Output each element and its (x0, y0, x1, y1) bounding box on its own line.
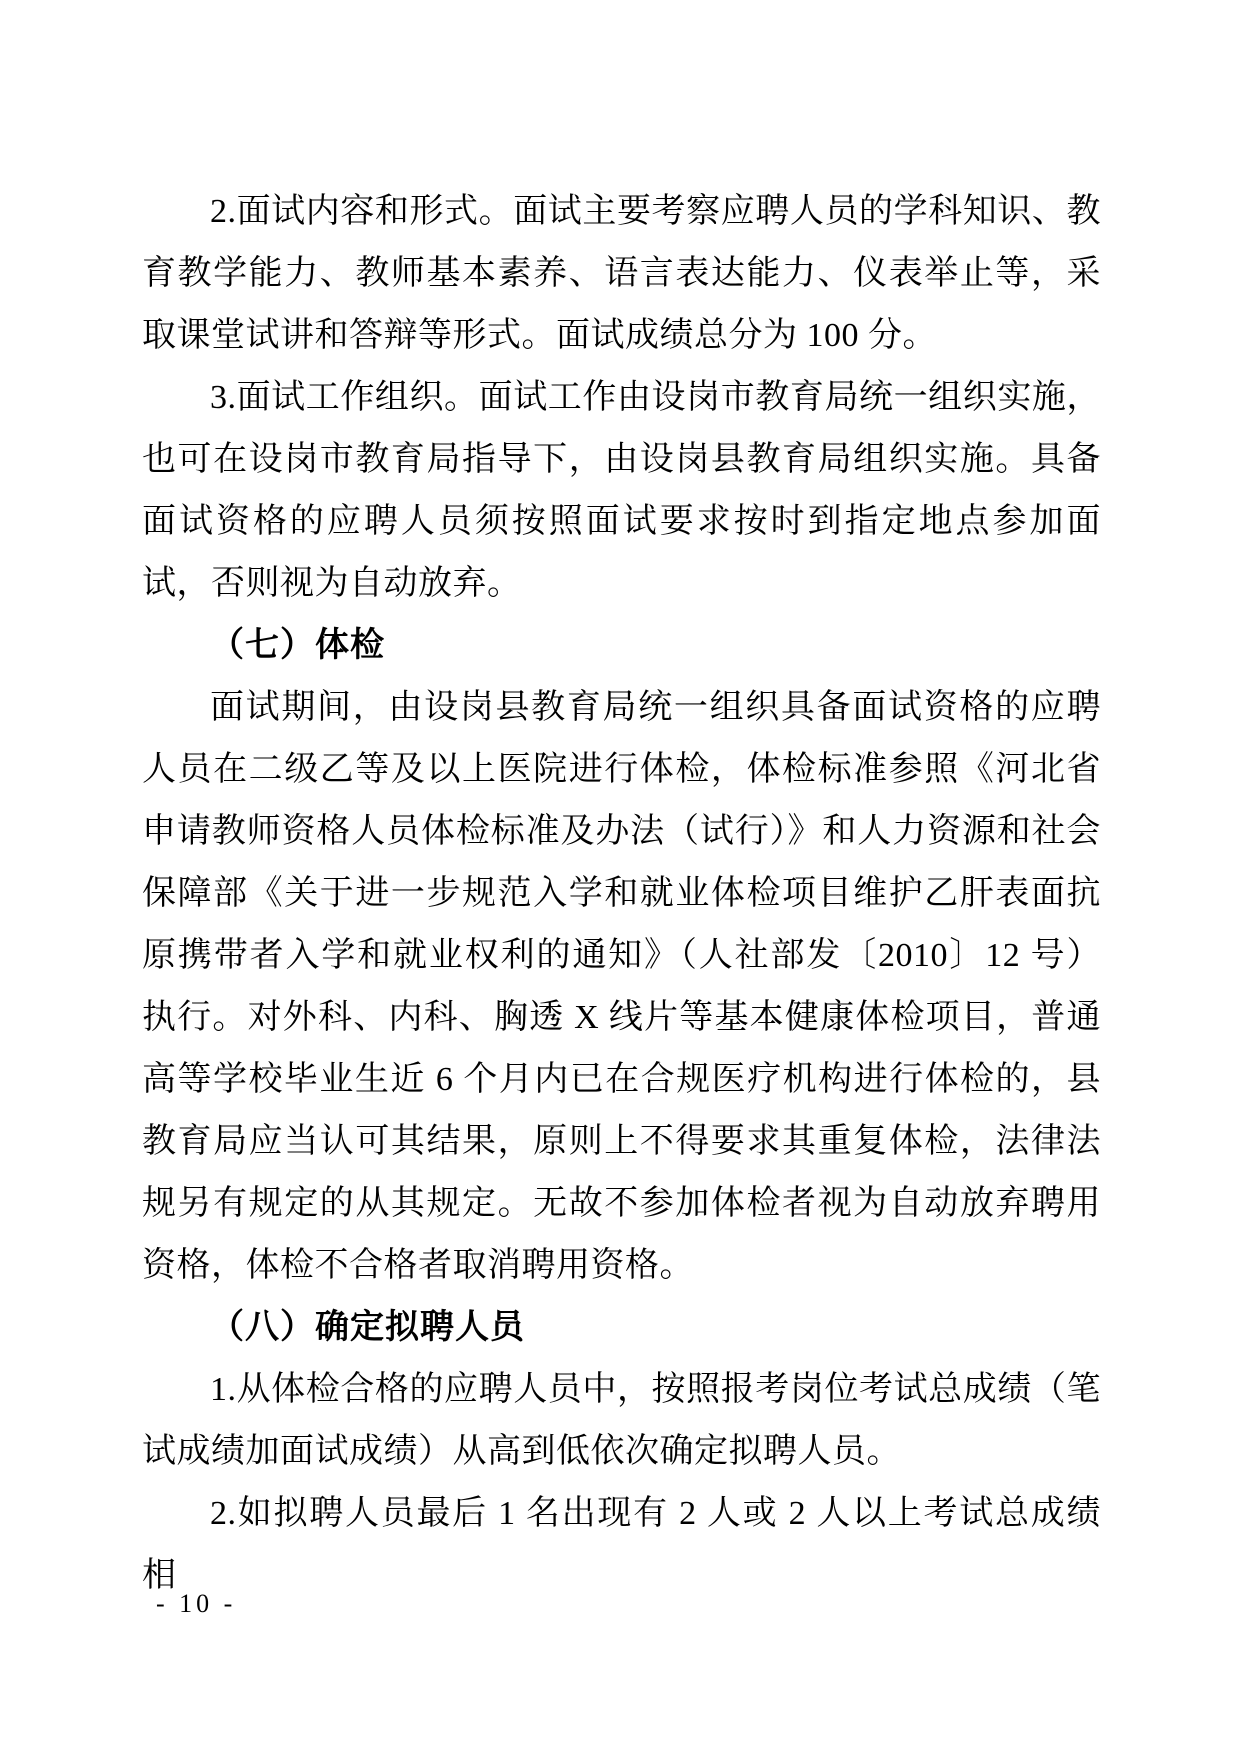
page-number: - 10 - (156, 1589, 237, 1618)
paragraph-interview-organization: 3.面试工作组织。面试工作由设岗市教育局统一组织实施，也可在设岗市教育局指导下，由设岗县教育局组织实施。具备面试资格的应聘人员须按照面试要求按时到指定地点参加面试，否则视为自动放弃。 (142, 379, 1101, 602)
paragraph-interview-content-and-format: 2.面试内容和形式。面试主要考察应聘人员的学科知识、教育教学能力、教师基本素养、语言表达能力、仪表举止等，采取课堂试讲和答辩等形式。面试成绩总分为 100 分。 (142, 193, 1101, 354)
paragraph-candidate-selection-rule: 1.从体检合格的应聘人员中，按照报考岗位考试总成绩（笔试成绩加面试成绩）从高到低依次确定拟聘人员。 (142, 1371, 1101, 1470)
page-footer (156, 1589, 236, 1619)
heading-section-eight-candidate-determination: （八）确定拟聘人员 (210, 1309, 525, 1346)
paragraph-tie-score-rule: 2.如拟聘人员最后 1 名出现有 2 人或 2 人以上考试总成绩相 (142, 1495, 1101, 1594)
heading-section-seven-physical-exam: （七）体检 (210, 627, 385, 664)
paragraph-physical-exam-details: 面试期间，由设岗县教育局统一组织具备面试资格的应聘人员在二级乙等及以上医院进行体检，体检标准参照《河北省申请教师资格人员体检标准及办法（试行）》和人力资源和社会保障部《关于进一步规范入学和就业体检项目维护乙肝表面抗原携带者入学和就业权利的通知》（人社部发〔2010〕12 号）执行。对外科、内科、胸透 X 线片等基本健康体检项目，普通高等学校毕业生近 6 个月内已在合规医疗机构进行体检的，县教育局应当认可其结果，原则上不得要求其重复体检，法律法规另有规定的从其规定。无故不参加体检者视为自动放弃聘用资格，体检不合格者取消聘用资格。 (142, 689, 1101, 1284)
document-body (142, 181, 1101, 1607)
